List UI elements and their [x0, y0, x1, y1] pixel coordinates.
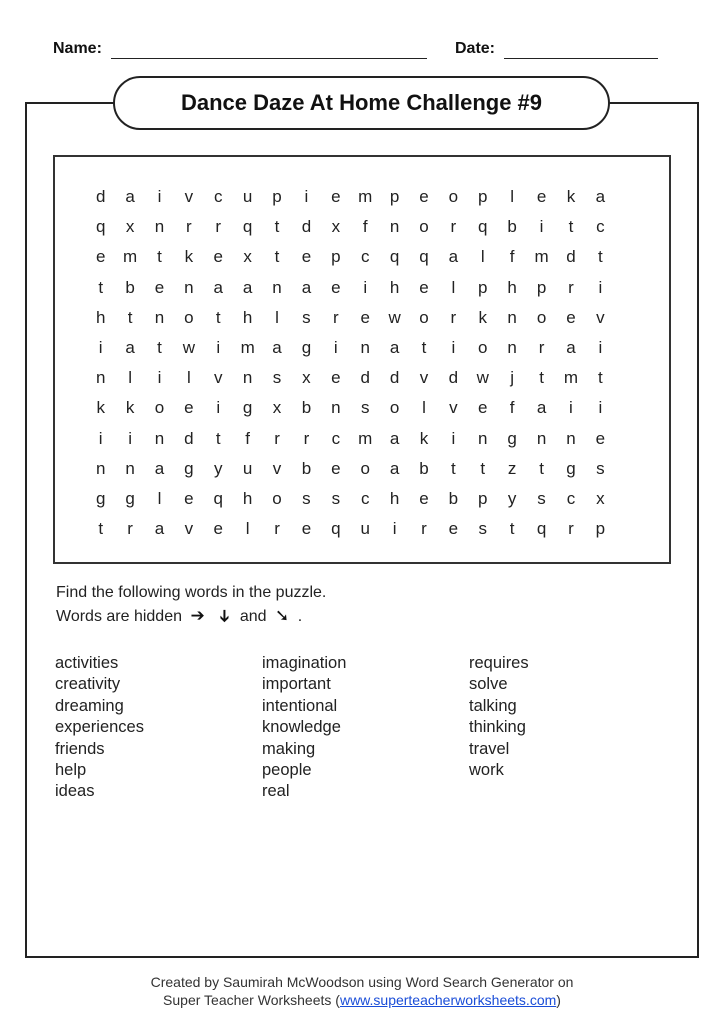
grid-letter: a — [389, 458, 400, 478]
grid-letter: n — [154, 307, 165, 327]
grid-letter: v — [184, 519, 194, 539]
grid-letter: l — [157, 488, 162, 508]
grid-letter: e — [184, 488, 194, 508]
grid-letter: o — [184, 307, 194, 327]
header — [53, 40, 663, 64]
grid-letter: e — [419, 187, 429, 207]
grid-letter: g — [95, 488, 106, 508]
word-list-item: intentional — [262, 696, 338, 715]
grid-letter: i — [598, 277, 603, 297]
grid-letter: g — [507, 428, 517, 448]
grid-letter: e — [213, 519, 223, 539]
grid-letter: h — [95, 307, 106, 327]
grid-letter: t — [215, 307, 221, 327]
grid-letter: x — [243, 247, 252, 267]
grid-letter: g — [184, 458, 194, 478]
grid-letter: c — [360, 247, 370, 267]
grid-letter: t — [157, 338, 162, 358]
word-list-item: work — [469, 761, 504, 780]
word-column-1 — [55, 653, 144, 803]
grid-letter: r — [538, 338, 545, 358]
grid-letter: s — [302, 307, 311, 327]
word-column-3 — [469, 653, 529, 781]
grid-letter: a — [272, 338, 282, 358]
grid-letter: b — [448, 488, 459, 508]
grid-letter: x — [272, 398, 282, 418]
footer-prefix: Super Teacher Worksheets ( — [163, 992, 340, 1008]
grid-letter: t — [509, 519, 515, 539]
grid-letter: h — [242, 488, 253, 508]
word-list-item: friends — [55, 739, 105, 758]
grid-letter: v — [419, 368, 429, 388]
grid-letter: p — [536, 277, 547, 297]
word-list-item: help — [55, 761, 87, 780]
grid-letter: k — [96, 398, 105, 418]
grid-letter: c — [214, 187, 223, 207]
grid-letter: q — [95, 217, 106, 237]
grid-letter: q — [536, 519, 547, 539]
grid-letter: l — [451, 277, 456, 297]
grid-letter: q — [478, 217, 488, 237]
grid-letter: s — [331, 488, 341, 508]
grid-letter: s — [537, 488, 546, 508]
grid-letter: k — [419, 428, 429, 448]
grid-letter: n — [566, 428, 576, 448]
grid-letter: l — [128, 368, 132, 388]
grid-letter: l — [422, 398, 426, 418]
grid-letter: k — [125, 398, 135, 418]
word-list-item: activities — [55, 654, 119, 672]
grid-letter: r — [421, 519, 427, 539]
grid-letter: f — [245, 428, 251, 448]
word-list-item: requires — [469, 654, 529, 672]
grid-letter: i — [333, 338, 338, 358]
grid-letter: x — [125, 217, 135, 237]
grid-letter: v — [184, 187, 194, 207]
grid-letter: a — [301, 277, 312, 297]
grid-letter: l — [245, 519, 250, 539]
grid-letter: r — [568, 519, 574, 539]
grid-letter: r — [274, 428, 280, 448]
letter-grid — [86, 182, 615, 544]
name-label: Name: — [53, 40, 102, 57]
grid-letter: t — [539, 368, 544, 388]
grid-letter: i — [304, 187, 309, 207]
grid-letter: e — [478, 398, 488, 418]
grid-letter: a — [242, 277, 253, 297]
date-label: Date: — [455, 40, 496, 57]
grid-letter: e — [95, 247, 106, 267]
grid-letter: e — [301, 519, 312, 539]
word-list-item: people — [262, 761, 312, 780]
grid-letter: r — [332, 307, 339, 327]
grid-letter: a — [213, 277, 223, 297]
grid-letter: s — [360, 398, 370, 418]
grid-letter: o — [272, 488, 282, 508]
grid-letter: o — [448, 187, 459, 207]
grid-letter: t — [215, 428, 221, 448]
word-column-2 — [262, 653, 346, 803]
grid-letter: n — [95, 458, 106, 478]
grid-letter: d — [360, 368, 370, 388]
grid-letter: e — [419, 488, 429, 508]
grid-letter: r — [274, 519, 280, 539]
grid-letter: e — [360, 307, 370, 327]
grid-letter: a — [154, 458, 165, 478]
grid-letter: s — [596, 458, 605, 478]
grid-letter: f — [509, 398, 515, 418]
grid-letter: n — [95, 368, 106, 388]
grid-letter: e — [331, 277, 341, 297]
grid-letter: t — [127, 307, 133, 327]
word-list-item: thinking — [469, 718, 526, 737]
grid-letter: r — [303, 428, 310, 448]
footer-line-1: Created by Saumirah McWoodson using Word Search Generator on — [150, 974, 574, 990]
grid-letter: i — [539, 217, 544, 237]
grid-letter: s — [302, 488, 311, 508]
grid-letter: n — [184, 277, 194, 297]
grid-letter: r — [450, 307, 457, 327]
grid-letter: e — [184, 398, 194, 418]
grid-letter: t — [421, 338, 427, 358]
grid-letter: d — [184, 428, 194, 448]
grid-letter: p — [478, 488, 488, 508]
grid-letter: i — [157, 187, 162, 207]
grid-letter: e — [154, 277, 165, 297]
grid-letter: n — [272, 277, 282, 297]
grid-letter: l — [186, 368, 191, 388]
grid-letter: l — [275, 307, 279, 327]
grid-letter: t — [568, 217, 574, 237]
grid-letter: n — [154, 428, 165, 448]
grid-letter: u — [242, 458, 253, 478]
grid-letter: n — [154, 217, 165, 237]
grid-letter: r — [450, 217, 457, 237]
grid-letter: z — [507, 458, 517, 478]
word-list-item: ideas — [55, 782, 95, 801]
grid-letter: h — [242, 307, 253, 327]
footer-suffix: ) — [556, 992, 561, 1008]
grid-letter: q — [242, 217, 253, 237]
grid-letter: t — [539, 458, 544, 478]
grid-letter: m — [358, 428, 373, 448]
grid-letter: u — [360, 519, 370, 539]
grid-letter: i — [569, 398, 573, 418]
grid-letter: i — [98, 338, 103, 358]
grid-letter: g — [301, 338, 312, 358]
grid-letter: y — [507, 488, 517, 508]
arrow-down-icon: ➔ — [215, 608, 235, 624]
word-list-item: experiences — [55, 718, 144, 737]
word-list-item: making — [262, 739, 316, 758]
grid-letter: t — [274, 247, 280, 267]
word-list-item: travel — [469, 739, 510, 758]
grid-letter: d — [95, 187, 106, 207]
grid-letter: g — [566, 458, 576, 478]
grid-letter: a — [125, 338, 135, 358]
grid-letter: n — [389, 217, 400, 237]
grid-letter: q — [331, 519, 341, 539]
date-field[interactable] — [504, 58, 658, 59]
grid-letter: p — [272, 187, 282, 207]
grid-letter: e — [331, 368, 341, 388]
grid-letter: v — [596, 307, 605, 327]
grid-letter: c — [360, 488, 370, 508]
grid-letter: d — [566, 247, 576, 267]
grid-letter: c — [566, 488, 576, 508]
grid-letter: i — [451, 428, 456, 448]
grid-letter: c — [596, 217, 605, 237]
grid-letter: t — [451, 458, 456, 478]
grid-letter: a — [566, 338, 576, 358]
instructions-line-2 — [56, 606, 302, 626]
grid-letter: v — [214, 368, 223, 388]
grid-letter: i — [157, 368, 162, 388]
grid-letter: i — [451, 338, 456, 358]
grid-letter: k — [184, 247, 194, 267]
grid-letter: h — [389, 277, 400, 297]
grid-letter: n — [331, 398, 341, 418]
word-list-item: important — [262, 675, 331, 694]
grid-letter: m — [240, 338, 255, 358]
grid-letter: b — [125, 277, 135, 297]
grid-letter: s — [272, 368, 282, 388]
grid-letter: p — [389, 187, 400, 207]
page-title: Dance Daze At Home Challenge #9 — [113, 76, 610, 130]
grid-letter: g — [242, 398, 253, 418]
grid-letter: n — [507, 338, 517, 358]
grid-letter: p — [595, 519, 606, 539]
grid-letter: e — [536, 187, 547, 207]
grid-letter: b — [301, 398, 312, 418]
grid-letter: e — [448, 519, 459, 539]
grid-letter: r — [215, 217, 222, 237]
grid-letter: b — [301, 458, 312, 478]
grid-letter: q — [419, 247, 429, 267]
grid-letter: i — [98, 428, 103, 448]
instructions-and: and — [239, 608, 267, 625]
grid-letter: a — [595, 187, 606, 207]
grid-letter: f — [362, 217, 368, 237]
grid-letter: q — [389, 247, 400, 267]
grid-letter: t — [157, 247, 162, 267]
grid-letter: i — [216, 338, 221, 358]
grid-letter: m — [123, 247, 138, 267]
grid-letter: d — [389, 368, 400, 388]
grid-letter: o — [478, 338, 488, 358]
grid-letter: o — [154, 398, 165, 418]
word-list-item: solve — [469, 675, 508, 694]
grid-letter: q — [213, 488, 223, 508]
grid-letter: h — [389, 488, 400, 508]
word-list-item: dreaming — [55, 696, 124, 715]
grid-letter: t — [597, 368, 603, 388]
grid-letter: o — [419, 307, 429, 327]
grid-letter: u — [242, 187, 253, 207]
grid-letter: o — [360, 458, 370, 478]
grid-letter: i — [128, 428, 132, 448]
grid-letter: t — [98, 519, 104, 539]
grid-letter: o — [536, 307, 547, 327]
grid-letter: a — [389, 428, 400, 448]
grid-letter: n — [360, 338, 370, 358]
grid-letter: i — [598, 398, 603, 418]
arrow-diagonal-icon: ➘ — [275, 606, 290, 625]
grid-letter: r — [127, 519, 133, 539]
grid-letter: e — [566, 307, 576, 327]
grid-letter: d — [448, 368, 459, 388]
grid-letter: a — [125, 187, 135, 207]
grid-letter: t — [98, 277, 104, 297]
grid-letter: w — [182, 338, 195, 358]
grid-letter: l — [480, 247, 485, 267]
grid-letter: n — [478, 428, 488, 448]
grid-letter: c — [331, 428, 341, 448]
arrow-right-icon: ➔ — [190, 606, 205, 625]
word-list-item: imagination — [262, 654, 347, 672]
grid-letter: a — [389, 338, 400, 358]
grid-letter: e — [301, 247, 312, 267]
name-field[interactable] — [111, 58, 427, 59]
grid-letter: i — [392, 519, 397, 539]
grid-letter: m — [534, 247, 549, 267]
grid-letter: n — [507, 307, 517, 327]
grid-letter: v — [449, 398, 458, 418]
grid-letter: b — [507, 217, 517, 237]
grid-letter: x — [596, 488, 605, 508]
grid-letter: w — [388, 307, 401, 327]
word-list-item: creativity — [55, 675, 121, 694]
grid-letter: x — [302, 368, 311, 388]
grid-letter: k — [478, 307, 488, 327]
grid-letter: n — [125, 458, 135, 478]
grid-letter: p — [331, 247, 341, 267]
grid-letter: x — [331, 217, 341, 237]
grid-letter: t — [597, 247, 603, 267]
grid-letter: o — [419, 217, 429, 237]
grid-letter: e — [331, 458, 341, 478]
grid-letter: a — [536, 398, 547, 418]
grid-letter: j — [510, 368, 515, 388]
grid-letter: e — [213, 247, 223, 267]
grid-letter: g — [125, 488, 135, 508]
word-list-item: talking — [469, 696, 517, 715]
grid-letter: l — [510, 187, 515, 207]
grid-letter: i — [363, 277, 368, 297]
grid-letter: m — [563, 368, 579, 388]
grid-letter: t — [480, 458, 486, 478]
grid-letter: p — [478, 277, 488, 297]
grid-letter: i — [598, 338, 603, 358]
grid-letter: a — [154, 519, 165, 539]
footer-line-2 — [0, 992, 724, 1008]
grid-letter: s — [478, 519, 488, 539]
grid-letter: f — [509, 247, 515, 267]
instructions-period: . — [297, 608, 303, 625]
word-list-item: knowledge — [262, 718, 341, 737]
grid-letter: e — [331, 187, 341, 207]
grid-letter: e — [419, 277, 429, 297]
footer-link[interactable]: www.superteacherworksheets.com — [339, 992, 557, 1008]
word-list-item: real — [262, 782, 290, 801]
grid-letter: w — [476, 368, 489, 388]
grid-letter: h — [507, 277, 517, 297]
grid-letter: r — [568, 277, 574, 297]
grid-letter: i — [216, 398, 221, 418]
grid-letter: v — [272, 458, 282, 478]
grid-letter: m — [358, 187, 373, 207]
grid-letter: p — [478, 187, 488, 207]
grid-letter: n — [536, 428, 547, 448]
grid-letter: y — [214, 458, 223, 478]
grid-letter: r — [186, 217, 192, 237]
grid-letter: n — [242, 368, 253, 388]
grid-letter: o — [389, 398, 400, 418]
grid-letter: d — [301, 217, 312, 237]
grid-letter: e — [595, 428, 606, 448]
grid-letter: b — [419, 458, 429, 478]
instructions-prefix: Words are hidden — [56, 608, 182, 625]
grid-letter: k — [566, 187, 576, 207]
instructions-line-1: Find the following words in the puzzle. — [56, 584, 327, 601]
grid-letter: t — [274, 217, 280, 237]
grid-letter: a — [448, 247, 459, 267]
